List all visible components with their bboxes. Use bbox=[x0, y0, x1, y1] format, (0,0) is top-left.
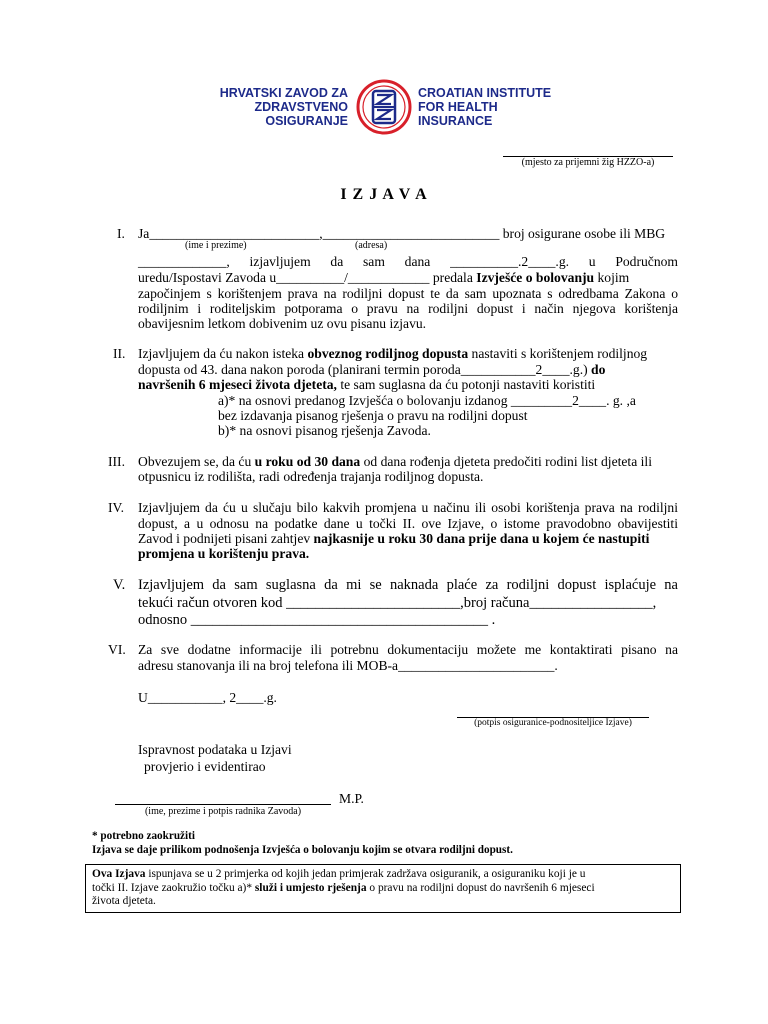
text: uredu/Ispostavi Zavoda u__________/____________ predala bbox=[138, 270, 477, 285]
section-number: IV. bbox=[108, 500, 124, 515]
footer-note-box bbox=[85, 864, 681, 913]
section-2-line bbox=[138, 362, 678, 378]
footer-line bbox=[92, 868, 674, 882]
section-1-line bbox=[138, 270, 678, 286]
option-a[interactable]: a)* na osnovi predanog Izvješća o bolovanju izdanog _________2____. g. ,a bbox=[218, 393, 636, 408]
text: Zavod i podnijeti pisani zahtjev bbox=[138, 531, 314, 546]
text: Obvezujem se, da ću bbox=[138, 454, 255, 469]
text: ispunjava se u 2 primjerka od kojih jedan primjerak zadržava osiguranik, a osiguraniku koji je u bbox=[145, 868, 586, 880]
text-bold: navršenih 6 mjeseci života djeteta, bbox=[138, 377, 337, 392]
text: dopusta od 43. dana nakon poroda (planirani termin poroda___________2____.g.) bbox=[138, 362, 592, 377]
institute-name-en bbox=[418, 86, 568, 128]
section-4-line bbox=[138, 531, 678, 547]
text-bold: obveznog rodiljnog dopusta bbox=[307, 346, 469, 361]
text: kojim bbox=[594, 270, 630, 285]
text: o pravu na rodiljni dopust do navršenih 6 mjeseci bbox=[366, 881, 595, 894]
footer-line: života djeteta. bbox=[92, 895, 156, 907]
signature-caption: (potpis osiguranice-podnositeljice Izjave) bbox=[474, 718, 632, 728]
text: točki II. Izjave zaokružio točku a)* bbox=[92, 881, 255, 894]
stamp-caption: (mjesto za prijemni žig HZZO-a) bbox=[521, 157, 655, 168]
text: te sam suglasna da ću potonji nastaviti koristiti bbox=[336, 377, 596, 392]
section-1-line: _____________, izjavljujem da sam dana __________.2____.g. u Područnom bbox=[138, 254, 678, 269]
text: Izjavljujem da ću nakon isteka bbox=[138, 346, 308, 361]
logo-line: ZDRAVSTVENO bbox=[254, 100, 348, 114]
section-5-line: tekući račun otvoren kod ________________________,broj računa_________________, bbox=[138, 595, 657, 611]
section-2-line bbox=[138, 377, 678, 393]
logo-line: OSIGURANJE bbox=[265, 114, 348, 128]
logo-line: INSURANCE bbox=[418, 114, 493, 128]
text: od dana rođenja djeteta predočiti rodini list djeteta ili bbox=[360, 454, 652, 469]
footer-line bbox=[92, 882, 674, 896]
section-number: I. bbox=[117, 226, 125, 241]
text-bold: Izvješće o bolovanju bbox=[476, 270, 595, 285]
section-number: III. bbox=[108, 454, 125, 469]
note-submission: Izjava se daje prilikom podnošenja Izvješća o bolovanju kojim se otvara rodiljni dopust. bbox=[92, 844, 513, 856]
option-b[interactable]: b)* na osnovi pisanog rješenja Zavoda. bbox=[218, 423, 431, 438]
section-number: VI. bbox=[108, 642, 126, 657]
institute-name-hr bbox=[200, 86, 348, 128]
section-4-line: dopust, a u odnosu na podatke dane u točki II. ove Izjave, o istome pravodobno obavijestiti bbox=[138, 516, 678, 531]
section-5-line: Izjavljujem da sam suglasna da mi se naknada plaće za rodiljni dopust isplaćuje na bbox=[138, 577, 678, 593]
address-caption: (adresa) bbox=[355, 240, 388, 251]
text-bold: do bbox=[591, 362, 606, 377]
section-4-line: promjena u korištenju prava. bbox=[138, 546, 310, 561]
text: nastaviti s korištenjem rodiljnog bbox=[468, 346, 648, 361]
text-bold: najkasnije u roku 30 dana prije dana u kojem će nastupiti bbox=[313, 531, 650, 546]
note-circle: * potrebno zaokružiti bbox=[92, 830, 195, 842]
employee-signature-line[interactable] bbox=[115, 804, 331, 805]
place-date-field[interactable]: U___________, 2____.g. bbox=[138, 690, 277, 705]
section-6-line: Za sve dodatne informacije ili potrebnu dokumentaciju možete me kontaktirati pisano na bbox=[138, 642, 678, 657]
section-5-line: odnosno _________________________________________ . bbox=[138, 612, 496, 628]
text-bold: Ova Izjava bbox=[92, 868, 146, 880]
mp-label: M.P. bbox=[339, 791, 364, 806]
option-a-cont: bez izdavanja pisanog rješenja o pravu na rodiljni dopust bbox=[218, 408, 528, 423]
section-3-line: otpusnicu iz rodilišta, radi određenja trajanja rodiljnog dopusta. bbox=[138, 469, 484, 484]
section-1-line: Ja_________________________,__________________________ broj osigurane osobe ili MBG bbox=[138, 226, 666, 241]
document-title: I Z J A V A bbox=[340, 186, 428, 203]
text-bold: služi i umjesto rješenja bbox=[254, 881, 367, 894]
section-1-line: započinjem s korištenjem prava na rodiljni dopust te da sam upoznata s odredbama Zakona o bbox=[138, 286, 678, 301]
section-4-line: Izjavljujem da ću u slučaju bilo kakvih promjena u načinu ili osobi korištenja prava na rodiljni bbox=[138, 500, 678, 515]
logo-line: CROATIAN INSTITUTE bbox=[418, 86, 552, 100]
section-1-line: obavijesnim letkom dobivenim uz ovu pisanu izjavu. bbox=[138, 316, 427, 331]
employee-caption: (ime, prezime i potpis radnika Zavoda) bbox=[144, 806, 302, 817]
hzzo-logo-icon bbox=[355, 78, 413, 136]
name-caption: (ime i prezime) bbox=[185, 240, 247, 251]
text-bold: u roku od 30 dana bbox=[254, 454, 361, 469]
section-number: V. bbox=[113, 577, 126, 593]
logo-line: HRVATSKI ZAVOD ZA bbox=[219, 86, 348, 100]
section-1-line: rodiljnim i roditeljskim potporama o pravu na rodiljni dopust i način njegova korištenja bbox=[138, 301, 678, 316]
section-3-line bbox=[138, 454, 678, 470]
logo-line: FOR HEALTH bbox=[418, 100, 498, 114]
section-number: II. bbox=[113, 346, 126, 361]
section-2-line bbox=[138, 346, 678, 362]
verify-line: provjerio i evidentirao bbox=[144, 759, 266, 774]
verify-line: Ispravnost podataka u Izjavi bbox=[138, 742, 292, 757]
section-6-line: adresu stanovanja ili na broj telefona ili MOB-a_______________________. bbox=[138, 658, 558, 673]
